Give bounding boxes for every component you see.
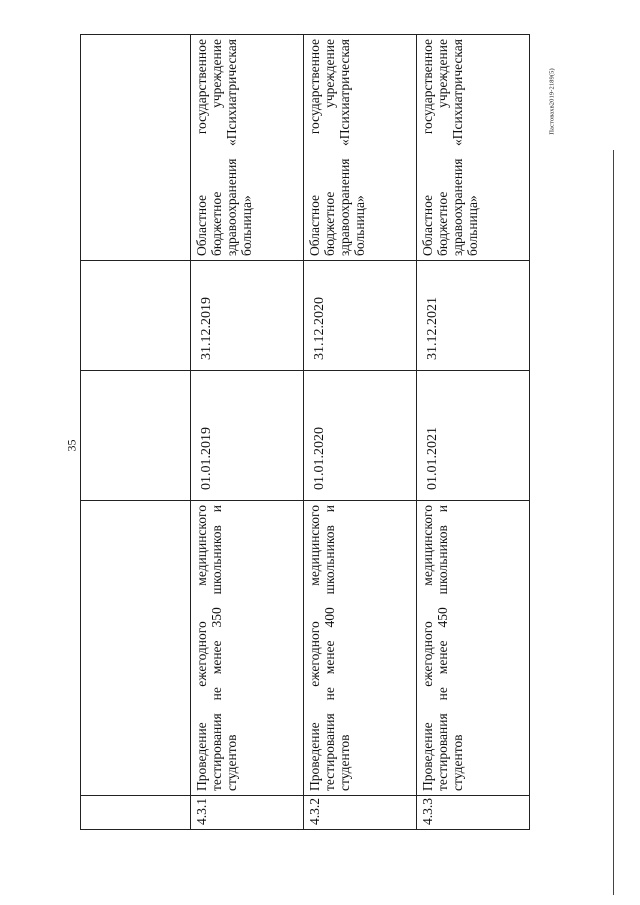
table-row [191,35,304,830]
header-cell [81,261,191,371]
row-number: 4.3.3 [417,796,530,830]
table-header-row [81,35,191,830]
task-description: Проведение ежегодного медицинского тестирования не менее 450 школьников и студентов [417,501,530,796]
responsible-organization: Областное государственное бюджетное учреждение здравоохранения «Психиатрическая больница» [304,35,417,261]
start-date: 01.01.2019 [191,371,304,501]
document-code: Пастовахв2019-2189(5) [548,68,556,135]
page-number: 35 [64,439,79,452]
start-date: 01.01.2021 [417,371,530,501]
header-cell [81,371,191,501]
table-row [304,35,417,830]
rotated-table-container [80,35,530,830]
margin-line [613,150,614,895]
table-row [417,35,530,830]
task-description: Проведение ежегодного медицинского тестирования не менее 350 школьников и студентов [191,501,304,796]
end-date: 31.12.2019 [191,261,304,371]
header-cell [81,796,191,830]
activities-table [80,34,530,830]
responsible-organization: Областное государственное бюджетное учреждение здравоохранения «Психиатрическая больница» [191,35,304,261]
row-number: 4.3.1 [191,796,304,830]
header-cell [81,501,191,796]
start-date: 01.01.2020 [304,371,417,501]
end-date: 31.12.2020 [304,261,417,371]
row-number: 4.3.2 [304,796,417,830]
responsible-organization: Областное государственное бюджетное учреждение здравоохранения «Психиатрическая больница» [417,35,530,261]
header-cell [81,35,191,261]
end-date: 31.12.2021 [417,261,530,371]
task-description: Проведение ежегодного медицинского тестирования не менее 400 школьников и студентов [304,501,417,796]
